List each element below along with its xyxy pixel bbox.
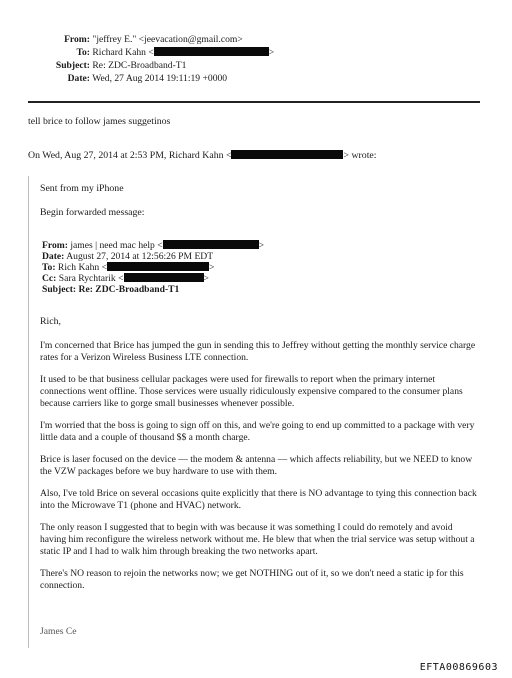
attribution-prefix: On Wed, Aug 27, 2014 at 2:53 PM, Richard Kahn < (28, 150, 232, 161)
fwd-cc-value: Sara Rychtarik < (58, 273, 124, 284)
begin-forwarded-line: Begin forwarded message: (40, 207, 145, 218)
body-paragraph: I'm concerned that Brice has jumped the gun in sending this to Jeffrey without getting the monthly service charge rates for a Verizon Wireless Business LTE connection. (40, 340, 476, 363)
header-subject-value: Re: ZDC-Broadband-T1 (92, 60, 187, 71)
header-to-value: Richard Kahn < (92, 47, 154, 58)
fwd-from-row (42, 240, 264, 251)
attribution-suffix: > wrote: (343, 150, 377, 161)
fwd-date-value: August 27, 2014 at 12:56:26 PM EDT (66, 251, 214, 262)
fwd-subject-row (42, 284, 179, 295)
redaction-bar (231, 150, 343, 159)
header-from-value: "jeffrey E." <jeevacation@gmail.com> (92, 34, 243, 45)
fwd-subject-label: Subject: (42, 284, 77, 295)
fwd-cc-close: > (203, 273, 209, 284)
header-date-label: Date: (67, 73, 90, 84)
fwd-cc-label: Cc: (42, 273, 57, 284)
greeting: Rich, (40, 316, 61, 327)
fwd-to-label: To: (42, 262, 56, 273)
fwd-from-label: From: (42, 240, 68, 251)
header-to-close: > (268, 47, 275, 58)
header-subject-row (28, 60, 186, 72)
redaction-bar (154, 47, 269, 56)
header-date-value: Wed, 27 Aug 2014 19:11:19 +0000 (92, 73, 228, 84)
header-to-label: To: (76, 47, 90, 58)
fwd-date-row (42, 251, 213, 262)
body-paragraph: I'm worried that the boss is going to sign off on this, and we're going to end up committed to a package with very little data and a couple of thousand $$ a month charge. (40, 420, 475, 443)
header-subject-label: Subject: (55, 60, 90, 71)
body-paragraph: Also, I've told Brice on several occasions quite explicitly that there is NO advantage to tying this connection back into the Microwave T1 (phone and HVAC) network. (40, 488, 477, 511)
bates-number: EFTA00869603 (419, 662, 498, 673)
redaction-bar (124, 273, 204, 282)
body-paragraph: There's NO reason to rejoin the networks now; we get NOTHING out of it, so we don't need a static ip for this connection. (40, 568, 464, 591)
body-paragraph: Brice is laser focused on the device — the modem & antenna — which affects reliability, but we NEED to know the VZW packages before we buy hardware to use with them. (40, 454, 473, 477)
fwd-from-value: james | need mac help < (70, 240, 163, 251)
redaction-bar (163, 240, 259, 249)
header-divider (28, 101, 480, 103)
redaction-bar (107, 262, 209, 271)
header-date-row (28, 73, 227, 85)
fwd-subject-value: Re: ZDC-Broadband-T1 (78, 284, 180, 295)
fwd-cc-row (42, 273, 209, 284)
fwd-to-close: > (209, 262, 215, 273)
reply-text: tell brice to follow james suggetinos (28, 116, 171, 127)
fwd-to-row (42, 262, 214, 273)
signature: James Ce (40, 626, 77, 637)
fwd-date-label: Date: (42, 251, 65, 262)
header-to-row (28, 47, 274, 59)
body-paragraph: The only reason I suggested that to begin with was because it was something I could do remotely and avoid having him reconfigure the wireless network without me. He blew that when the trial service was setup without a static IP and I had to walk him through breaking the two networks apart. (40, 522, 475, 557)
sent-from-line: Sent from my iPhone (40, 183, 124, 194)
reply-attribution (28, 150, 377, 162)
fwd-to-value: Rich Kahn < (57, 262, 108, 273)
header-from-label: From: (64, 34, 90, 45)
header-from-row (28, 34, 243, 46)
body-paragraph: It used to be that business cellular packages were used for firewalls to report when the primary internet connections went offline. Those services were usually ridiculously expensive compared to the consumer plans because carriers like to gorge small businesses whenever possible. (40, 374, 463, 409)
fwd-from-close: > (258, 240, 265, 251)
quote-bar (28, 176, 29, 648)
